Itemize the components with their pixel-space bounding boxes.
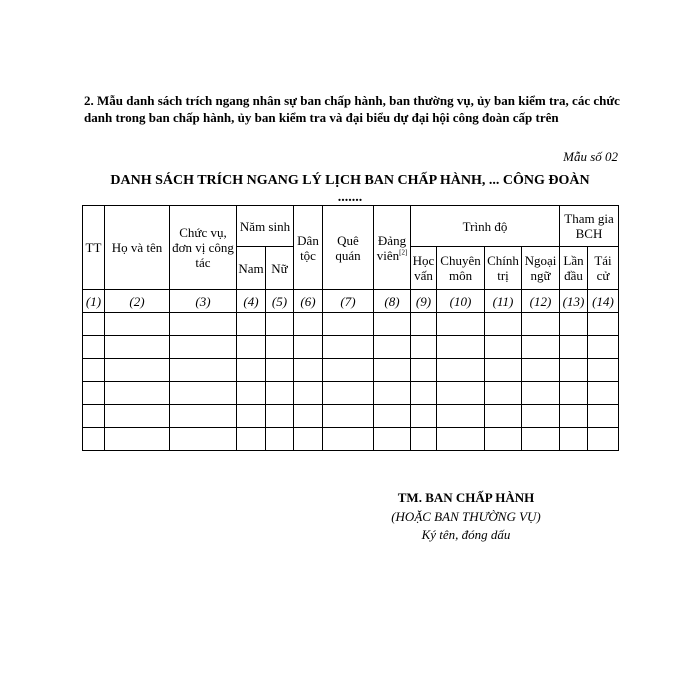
table-cell [374, 405, 411, 428]
table-cell [105, 359, 170, 382]
table-cell [522, 382, 560, 405]
table-cell [266, 428, 294, 451]
signature-subtitle: (HOẶC BAN THƯỜNG VỤ) [391, 509, 541, 524]
table-cell [522, 428, 560, 451]
table-cell [560, 359, 588, 382]
table-cell [588, 313, 619, 336]
column-number: (3) [170, 290, 237, 313]
table-cell [105, 428, 170, 451]
table-cell [560, 428, 588, 451]
table-cell [522, 359, 560, 382]
header-language: Ngoại ngữ [522, 247, 560, 290]
column-number: (10) [437, 290, 485, 313]
table-cell [588, 428, 619, 451]
table-cell [237, 313, 266, 336]
table-cell [294, 359, 323, 382]
table-cell [266, 336, 294, 359]
column-number: (4) [237, 290, 266, 313]
table-cell [294, 336, 323, 359]
table-cell [323, 382, 374, 405]
header-profession: Chuyên môn [437, 247, 485, 290]
table-cell [323, 359, 374, 382]
header-birth-year: Năm sinh [237, 206, 294, 247]
table-cell [522, 405, 560, 428]
table-cell [485, 428, 522, 451]
table-cell [105, 382, 170, 405]
table-cell [266, 405, 294, 428]
section-heading: 2. Mẫu danh sách trích ngang nhân sự ban chấp hành, ban thường vụ, ủy ban kiểm tra, các chức danh trong ban chấp hành, ủy ban kiểm tra và đại biểu dự đại hội công đoàn cấp trên [84, 93, 620, 125]
table-cell [411, 405, 437, 428]
header-first-time: Lần đầu [560, 247, 588, 290]
column-number: (7) [323, 290, 374, 313]
table-cell [294, 382, 323, 405]
table-cell [437, 428, 485, 451]
table-cell [294, 405, 323, 428]
table-cell [237, 382, 266, 405]
header-education: Học vấn [411, 247, 437, 290]
column-number: (2) [105, 290, 170, 313]
table-cell [170, 382, 237, 405]
table-cell [237, 359, 266, 382]
column-number: (13) [560, 290, 588, 313]
table-cell [374, 382, 411, 405]
party-label: Đảng viên [376, 232, 407, 263]
header-tt: TT [83, 206, 105, 290]
table-cell [105, 313, 170, 336]
column-number: (11) [485, 290, 522, 313]
table-cell [83, 405, 105, 428]
table-cell [522, 313, 560, 336]
table-cell [374, 428, 411, 451]
table-cell [588, 382, 619, 405]
table-cell [83, 359, 105, 382]
table-row [83, 313, 619, 336]
column-number: (14) [588, 290, 619, 313]
title-line-1: DANH SÁCH TRÍCH NGANG LÝ LỊCH BAN CHẤP HÀNH, ... CÔNG ĐOÀN [110, 173, 590, 188]
table-cell [411, 382, 437, 405]
header-male: Nam [237, 247, 266, 290]
header-re-elected: Tái cử [588, 247, 619, 290]
table-cell [83, 336, 105, 359]
table-cell [83, 428, 105, 451]
table-cell [588, 336, 619, 359]
table-cell [83, 382, 105, 405]
table-cell [374, 336, 411, 359]
header-bch-participation: Tham gia BCH [560, 206, 619, 247]
column-number: (9) [411, 290, 437, 313]
table-cell [588, 405, 619, 428]
table-cell [170, 405, 237, 428]
header-party-member [374, 206, 411, 290]
table-cell [522, 336, 560, 359]
column-number: (12) [522, 290, 560, 313]
table-row [83, 382, 619, 405]
table-cell [560, 405, 588, 428]
header-politics: Chính trị [485, 247, 522, 290]
table-cell [294, 428, 323, 451]
table-cell [83, 313, 105, 336]
table-row [83, 428, 619, 451]
table-cell [170, 313, 237, 336]
table-row [83, 336, 619, 359]
table-cell [411, 359, 437, 382]
table-cell [560, 382, 588, 405]
header-female: Nữ [266, 247, 294, 290]
table-cell [485, 313, 522, 336]
party-footnote: [2] [399, 248, 408, 257]
title-line-2: ....... [337, 190, 363, 205]
table-cell [485, 336, 522, 359]
header-position: Chức vụ, đơn vị công tác [170, 206, 237, 290]
table-cell [560, 313, 588, 336]
table-cell [374, 359, 411, 382]
table-cell [170, 359, 237, 382]
table-cell [237, 336, 266, 359]
table-cell [294, 313, 323, 336]
table-cell [323, 405, 374, 428]
table-cell [485, 382, 522, 405]
table-cell [323, 428, 374, 451]
form-number: Mẫu số 02 [563, 149, 618, 164]
table-cell [437, 313, 485, 336]
table-cell [485, 405, 522, 428]
table-cell [237, 428, 266, 451]
document-title [82, 172, 618, 206]
personnel-table [82, 205, 619, 451]
column-number: (6) [294, 290, 323, 313]
table-cell [266, 382, 294, 405]
table-cell [411, 313, 437, 336]
header-qualification: Trình độ [411, 206, 560, 247]
column-number: (1) [83, 290, 105, 313]
header-name: Họ và tên [105, 206, 170, 290]
column-number-row [83, 290, 619, 313]
table-cell [437, 382, 485, 405]
header-ethnicity: Dân tộc [294, 206, 323, 290]
table-row [83, 405, 619, 428]
table-cell [105, 405, 170, 428]
table-cell [411, 428, 437, 451]
column-number: (8) [374, 290, 411, 313]
table-cell [560, 336, 588, 359]
table-cell [170, 336, 237, 359]
table-cell [105, 336, 170, 359]
table-cell [374, 313, 411, 336]
table-cell [323, 313, 374, 336]
table-cell [485, 359, 522, 382]
table-cell [437, 336, 485, 359]
table-cell [411, 336, 437, 359]
table-cell [237, 405, 266, 428]
table-cell [437, 405, 485, 428]
table-cell [588, 359, 619, 382]
signature-note: Ký tên, đóng dấu [421, 527, 511, 542]
column-number: (5) [266, 290, 294, 313]
header-hometown: Quê quán [323, 206, 374, 290]
signature-title: TM. BAN CHẤP HÀNH [397, 490, 535, 505]
table-cell [170, 428, 237, 451]
table-cell [266, 359, 294, 382]
table-cell [323, 336, 374, 359]
table-row [83, 359, 619, 382]
table-cell [437, 359, 485, 382]
table-cell [266, 313, 294, 336]
